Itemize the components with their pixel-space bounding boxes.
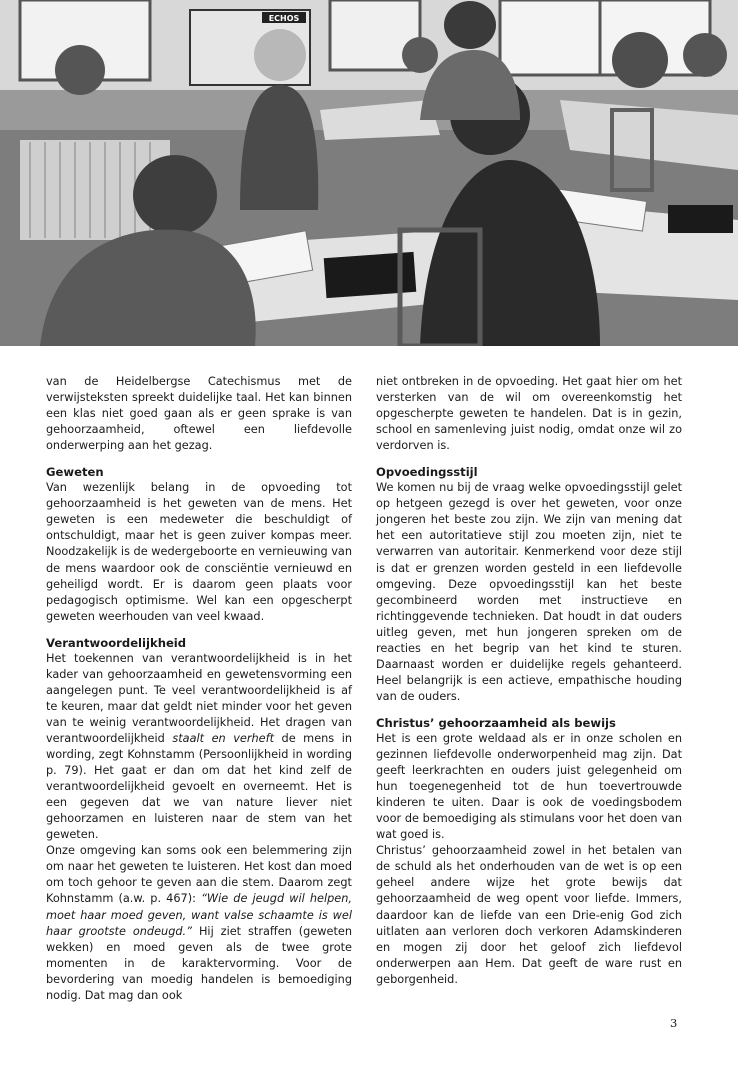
heading-opvoedingsstijl: Opvoedingsstijl bbox=[376, 465, 478, 480]
kohnstamm-quote: “Wie de jeugd wil helpen, moet haar moed geven, want valse schaamte is wel haar grootste ondeugd.” bbox=[46, 892, 352, 938]
omgeving-text-b: Hij ziet straffen (geweten wekken) en moed geven als de twee grote momenten in de karaktervorming. Voor de bevordering van moedig handelen is bemoediging nodig. Dat mag dan ook bbox=[46, 924, 352, 1002]
christus-paragraph-1: Het is een grote weldaad als er in onze scholen en gezinnen liefdevolle onderworpenheid mag zijn. Dat geeft leerkrachten en ouders juist gelegenheid om hun toegenegenheid tot de hun toevertrouwde kinderen te uiten. Daar is ook de voedingsbodem voor de bemoediging als stimulans voor het doen van wat goed is. bbox=[376, 731, 682, 842]
omgeving-paragraph bbox=[46, 843, 352, 1003]
opvoedingsstijl-paragraph: We komen nu bij de vraag welke opvoedingsstijl gelet op hetgeen gezegd is over het geweten, voor onze jongeren het beste zou zijn. We zijn van mening dat het een autoritatieve stijl zou moeten zijn, niet te verwarren van autoritair. Kenmerkend voor deze stijl is dat er grenzen worden gesteld in een liefdevolle omgeving. Deze opvoedingsstijl kan het beste gecombineerd worden met instructieve en richtinggevende technieken. Dat houdt in dat ouders uitleg geven, met hun jongeren spreken om de reacties en het begrip van het kind te sturen. Daarnaast worden er duidelijke regels gehanteerd. Heel belangrijk is een actieve, empathische houding van de ouders. bbox=[376, 481, 682, 703]
verant-text-b: de mens in wording, zegt Kohnstamm (Persoonlijkheid in wording p. 79). Het gaat er dan om dat het kind zelf de verantwoordelijkheid gevoelt en overneemt. Het is een gegeven dat we van nature liever niet gehoorzamen en luisteren naar de stem van het geweten. bbox=[46, 731, 353, 842]
verantwoordelijkheid-paragraph bbox=[46, 651, 352, 844]
omgeving-text-a: Onze omgeving kan soms ook een belemmering zijn om naar het geweten te luisteren. Het kost dan moed om toch gehoor te geven aan die stem. Daarom zegt Kohnstamm (a.w. p. 467): bbox=[46, 844, 352, 906]
intro-paragraph: van de Heidelbergse Catechismus met de verwijsteksten spreekt duidelijke taal. Het kan binnen een klas niet goed gaan als er geen sprake is van gehoorzaamheid, oftewel een liefdevolle onderwerping aan het gezag. bbox=[46, 375, 352, 453]
poster-text: ECHOS bbox=[268, 14, 300, 23]
right-column bbox=[376, 374, 682, 988]
left-column bbox=[46, 374, 352, 1004]
christus-paragraph-2: Christus’ gehoorzaamheid zowel in het betalen van de schuld als het onderhouden van de wet is op een geheel andere wijze het grote bewijs dat gehoorzaamheid de weg opent voor liefde. Immers, daardoor kan de liefde van een Drie-enig God zich uitlaten aan verloren doch verkoren Adamskinderen en mogen zij door het geloof zich liefdevol onderwerpen aan Hem. Dat geeft de ware rust en geborgenheid. bbox=[376, 844, 682, 986]
page-number: 3 bbox=[670, 1016, 678, 1030]
geweten-paragraph: Van wezenlijk belang in de opvoeding tot gehoorzaamheid is het geweten van de mens. Het geweten is een medeweter die beschuldigt of ontschuldigt, maar het is geen zuiver kompas meer. Noodzakelijk is de wedergeboorte en vernieuwing van de mens waardoor ook de consciëntie vernieuwd en geheiligd wordt. Er is daarom geen plaats voor pedagogisch optimisme. Wel kan een opgescherpt geweten weerhouden van veel kwaad. bbox=[46, 481, 353, 623]
classroom-photo-graphic bbox=[0, 0, 738, 346]
heading-verantwoordelijkheid: Verantwoordelijkheid bbox=[46, 635, 187, 650]
continuation-paragraph: niet ontbreken in de opvoeding. Het gaat hier om het versterken van de wil om overeenkomstig het opgescherpte geweten te handelen. Dat is in gezin, school en samenleving juist nodig, omdat onze wil zo verdorven is. bbox=[376, 375, 682, 453]
classroom-photo bbox=[0, 0, 738, 346]
verant-text-a: Het toekennen van verantwoordelijkheid is in het kader van gehoorzaamheid en gewetensvorming een aangelegen punt. Te veel verantwoordelijkheid is af te keuren, maar dat geldt niet minder voor het geven van te weinig verantwoordelijkheid. Het dragen van verantwoordelijkheid bbox=[46, 651, 352, 745]
heading-geweten: Geweten bbox=[46, 465, 104, 480]
verant-emphasis: staalt en verheft bbox=[172, 731, 275, 745]
heading-christus: Christus’ gehoorzaamheid als bewijs bbox=[376, 715, 616, 730]
